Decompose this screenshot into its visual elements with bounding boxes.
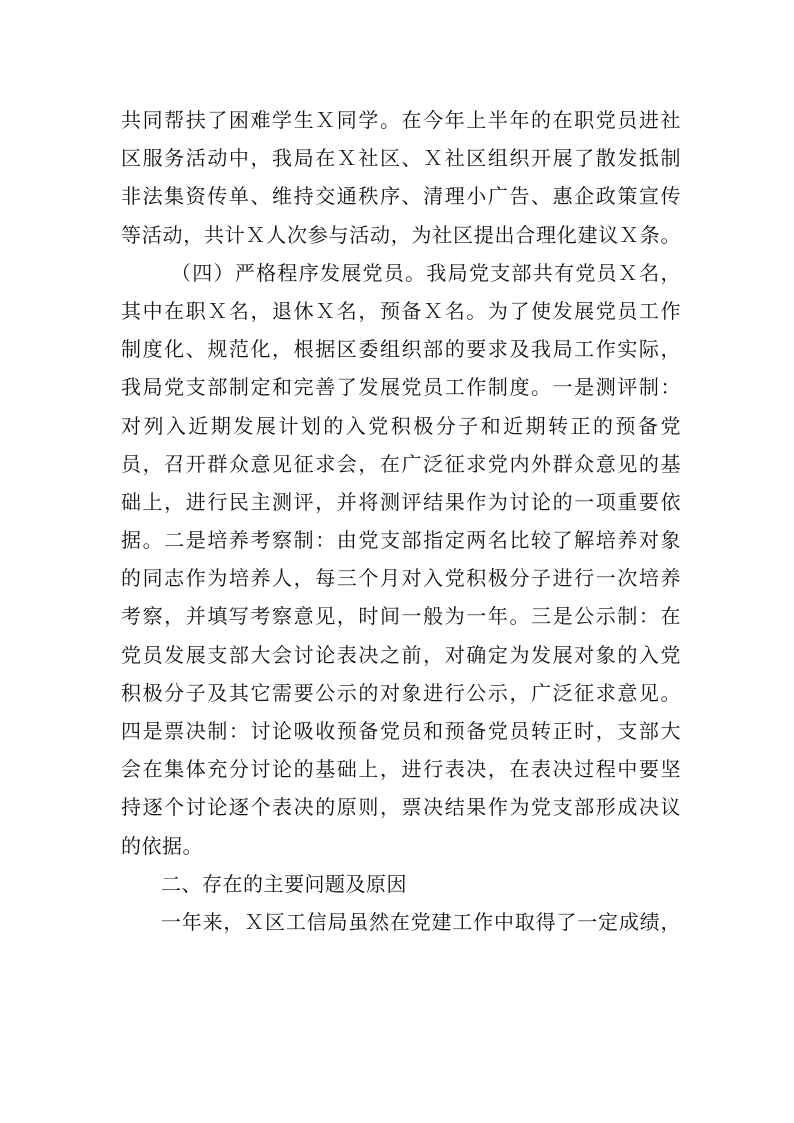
paragraph-line: 四是票决制：讨论吸收预备党员和预备党员转正时，支部大: [121, 719, 681, 743]
paragraph-line: 员，召开群众意见征求会，在广泛征求党内外群众意见的基: [121, 451, 681, 476]
paragraph-line: 我局党支部制定和完善了发展党员工作制度。一是测评制：: [121, 375, 681, 400]
paragraph-line: 考察，并填写考察意见，时间一般为一年。三是公示制：在: [121, 604, 681, 629]
section-heading: 二、存在的主要问题及原因: [161, 871, 407, 896]
paragraph-line: 区服务活动中，我局在Ｘ社区、Ｘ社区组织开展了散发抵制: [121, 146, 681, 171]
paragraph-line: 的依据。: [121, 833, 203, 858]
paragraph-line: 等活动，共计Ｘ人次参与活动，为社区提出合理化建议Ｘ条。: [121, 222, 681, 247]
paragraph-line: 其中在职Ｘ名，退休Ｘ名，预备Ｘ名。为了使发展党员工作: [121, 298, 681, 323]
paragraph-line: 持逐个讨论逐个表决的原则，票决结果作为党支部形成决议: [121, 795, 681, 820]
paragraph-line: 积极分子及其它需要公示的对象进行公示，广泛征求意见。: [121, 680, 681, 705]
paragraph-line: 对列入近期发展计划的入党积极分子和近期转正的预备党: [121, 413, 681, 438]
subsection-heading-line: （四）严格程序发展党员。我局党支部共有党员Ｘ名，: [171, 260, 681, 285]
paragraph-line: 共同帮扶了困难学生Ｘ同学。在今年上半年的在职党员进社: [121, 108, 681, 132]
paragraph-line: 会在集体充分讨论的基础上，进行表决，在表决过程中要坚: [121, 757, 681, 782]
paragraph-line: 制度化、规范化，根据区委组织部的要求及我局工作实际，: [121, 337, 681, 362]
paragraph-line: 党员发展支部大会讨论表决之前，对确定为发展对象的入党: [121, 642, 681, 667]
paragraph-line: 础上，进行民主测评，并将测评结果作为讨论的一项重要依: [121, 489, 681, 514]
document-body: [121, 101, 681, 941]
paragraph-line: 一年来，Ｘ区工信局虽然在党建工作中取得了一定成绩，: [161, 909, 681, 934]
paragraph-line: 非法集资传单、维持交通秩序、清理小广告、惠企政策宣传: [121, 184, 681, 209]
paragraph-line: 的同志作为培养人，每三个月对入党积极分子进行一次培养: [121, 566, 681, 591]
paragraph-line: 据。二是培养考察制：由党支部指定两名比较了解培养对象: [121, 528, 681, 553]
